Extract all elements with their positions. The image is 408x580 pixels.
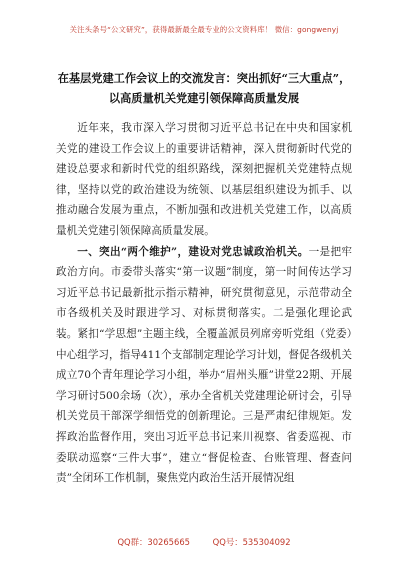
document-title: 在基层党建工作会议上的交流发言：突出抓好“三大重点”，以高质量机关党建引领保障高质量发展 [57, 71, 351, 105]
paragraph-section-1 [56, 242, 352, 489]
footer-qq-group: QQ群：30265665 [117, 537, 190, 547]
paragraph-intro: 近年来，我市深入学习贯彻习近平总书记在中央和国家机关党的建设工作会议上的重要讲话精神，深入贯彻新时代党的建设总要求和新时代党的组织路线，深刻把握机关党建特点规律，坚持以党的政治建设为统领、以基层组织建设为抓手、以推动融合发展为重点，不断加强和改进机关党建工作，以高质量机关党建引领保障高质量发展。 [56, 122, 352, 237]
footer-qq-number: QQ号：535304092 [212, 537, 291, 547]
section-1-text: 一是把牢政治方向。市委带头落实“第一议题”制度，第一时间传达学习习近平总书记最新批示指示精神，研究贯彻意见，示范带动全市各级机关及时跟进学习、对标贯彻落实。二是强化理论武装。紧扣“学思想”主题主线，全覆盖派员列席旁听党组（党委）中心组学习，指导411个支部制定理论学习计划，督促各级机关成立70个青年理论学习小组，举办“眉州头雁”讲堂22期、开展学习研讨500余场（次），承办全省机关党建理论研讨会，引导机关党员干部深学细悟党的创新理论。三是严肃纪律规矩。发挥政治监督作用，突出习近平总书记来川视察、省委巡视、市委联动巡察“三件大事”，建立“督促检查、台账管理、督查问责”全闭环工作机制，聚焦党内政治生活开展情况组 [56, 245, 353, 485]
footer-contact [0, 536, 408, 548]
section-1-heading: 一、突出“两个维护”，建设对党忠诚政治机关。 [77, 245, 309, 258]
top-banner: 关注头条号“公文研究”，获得最新最全最专业的公文资料库！ 微信：gongwenyj [69, 25, 339, 34]
document-body [56, 118, 352, 489]
